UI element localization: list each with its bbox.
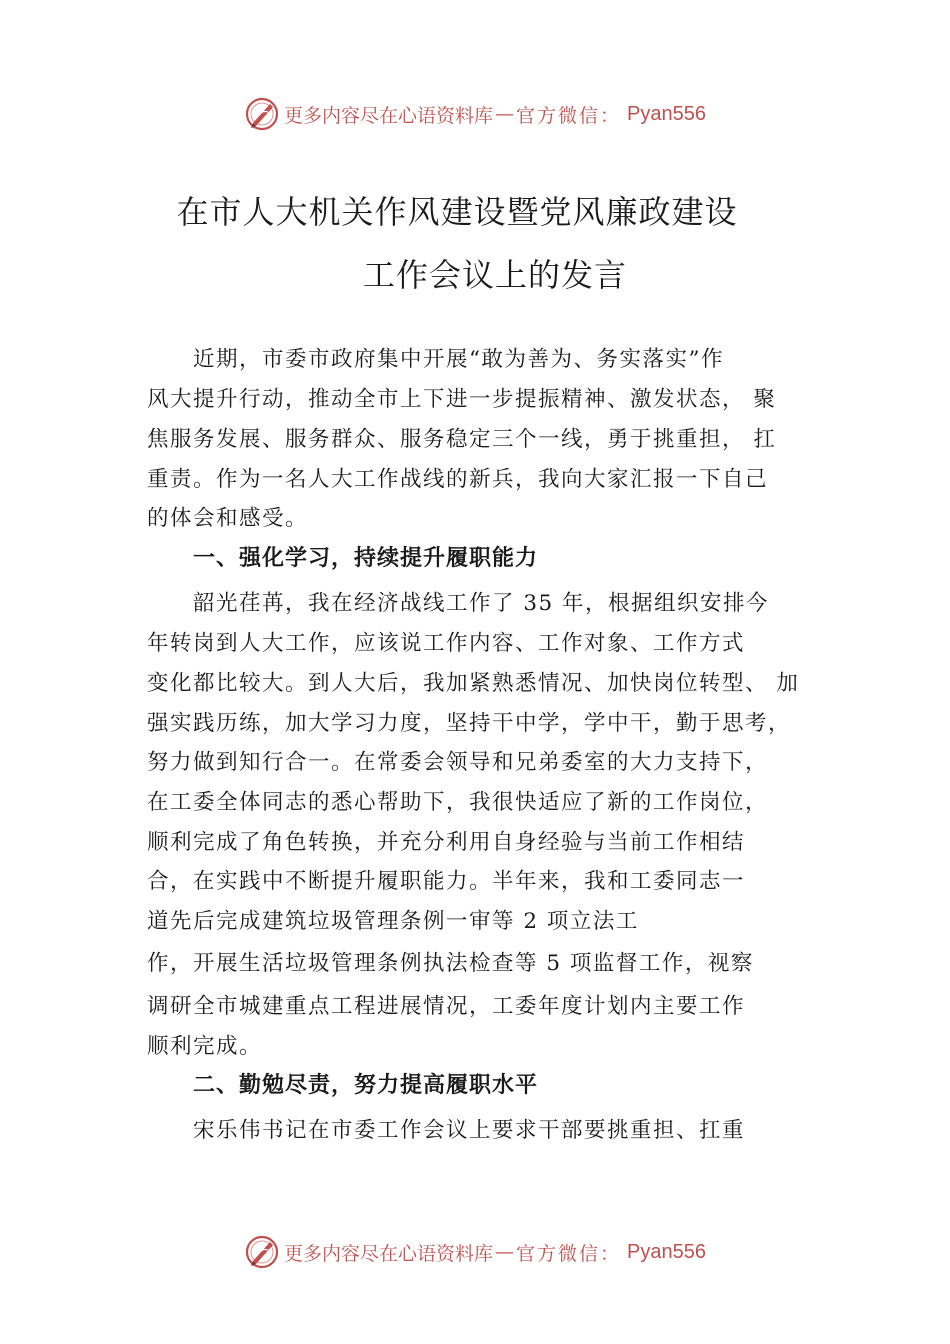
paragraph-line: 顺利完成。 [147,1034,263,1059]
paragraph-line: 作，开展生活垃圾管理条例执法检查等 5 项监督工作，视察 [147,951,754,976]
section-heading: 二、勤勉尽责，努力提高履职水平 [147,1073,539,1098]
paragraph-line: 努力做到知行合一。在常委会领导和兄弟委室的大力支持下， [147,750,769,775]
watermark-dash: — [495,1241,515,1263]
watermark-dash: — [495,103,515,125]
paragraph-line: 顺利完成了角色转换，并充分利用自身经验与当前工作相结 [147,830,746,855]
paragraph-line: 近期，市委市政府集中开展“敢为善为、务实落实”作 [147,347,724,372]
paragraph-line: 的体会和感受。 [147,506,309,531]
paragraph-line: 变化都比较大。到人大后，我加紧熟悉情况、加快岗位转型、 加 [147,671,800,696]
paragraph-line: 风大提升行动，推动全市上下进一步提振精神、激发状态， 聚 [147,387,777,412]
watermark-footer [0,1232,950,1272]
watermark-wechat-label: 官方微信： [516,1242,622,1265]
document-body [147,0,819,1344]
watermark-brand: 更多内容尽在心语资料库 [284,1242,494,1265]
section-heading: 一、强化学习，持续提升履职能力 [147,546,539,571]
paragraph-line: 宋乐伟书记在市委工作会议上要求干部要挑重担、扛重 [147,1118,746,1143]
paragraph-line: 在工委全体同志的悉心帮助下，我很快适应了新的工作岗位， [147,790,769,815]
pen-seal-icon [244,1234,280,1270]
watermark-brand: 更多内容尽在心语资料库 [284,104,494,127]
paragraph-line: 韶光荏苒，我在经济战线工作了 35 年，根据组织安排今 [147,591,770,616]
paragraph-line: 强实践历练，加大学习力度，坚持干中学，学中干，勤于思考， [147,711,792,736]
watermark-wechat-label: 官方微信： [516,104,622,127]
document-title-line2: 工作会议上的发言 [362,256,627,294]
paragraph-line: 调研全市城建重点工程进展情况，工委年度计划内主要工作 [147,994,746,1019]
paragraph-line: 焦服务发展、服务群众、服务稳定三个一线，勇于挑重担， 扛 [147,427,777,452]
document-title-line1: 在市人大机关作风建设暨党风廉政建设 [176,193,738,231]
paragraph-line: 道先后完成建筑垃圾管理条例一审等 2 项立法工 [147,909,639,934]
watermark-wechat-id: Pyan556 [627,102,706,125]
paragraph-line: 合，在实践中不断提升履职能力。半年来，我和工委同志一 [147,869,746,894]
paragraph-line: 重责。作为一名人大工作战线的新兵，我向大家汇报一下自己 [147,467,769,492]
paragraph-line: 年转岗到人大工作，应该说工作内容、工作对象、工作方式 [147,631,746,656]
watermark-wechat-id: Pyan556 [627,1240,706,1263]
